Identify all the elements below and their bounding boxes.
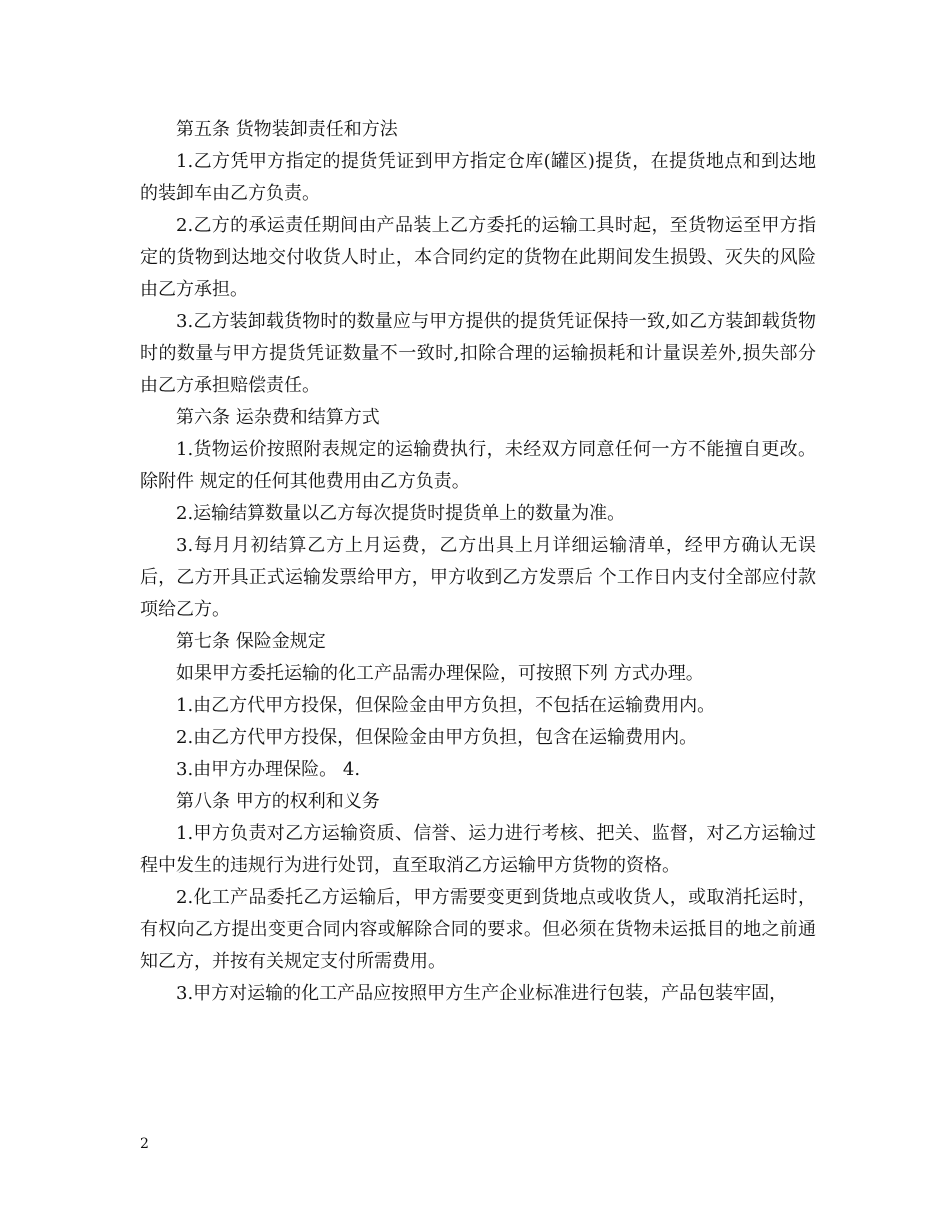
- article-7-intro: 如果甲方委托运输的化工产品需办理保险，可按照下列 方式办理。: [176, 663, 704, 684]
- article-8-clause-1: 1.甲方负责对乙方运输资质、信誉、运力进行考核、把关、监督，对乙方运输过程中发生的违规行为进行处罚，直至取消乙方运输甲方货物的资格。: [140, 823, 816, 876]
- article-7-option-3: 3.由甲方办理保险。 4.: [176, 759, 361, 780]
- page-number: 2: [140, 1136, 149, 1152]
- article-5-clause-1: 1.乙方凭甲方指定的提货凭证到甲方指定仓库(罐区)提货，在提货地点和到达地的装卸车由乙方负责。: [140, 151, 816, 204]
- article-5-clause-2: 2.乙方的承运责任期间由产品装上乙方委托的运输工具时起，至货物运至甲方指定的货物到达地交付收货人时止，本合同约定的货物在此期间发生损毁、灭失的风险由乙方承担。: [140, 215, 816, 300]
- article-6-clause-3: 3.每月月初结算乙方上月运费，乙方出具上月详细运输清单，经甲方确认无误后，乙方开具正式运输发票给甲方，甲方收到乙方发票后 个工作日内支付全部应付款项给乙方。: [140, 535, 816, 620]
- article-8-heading: 第八条 甲方的权利和义务: [176, 791, 380, 812]
- article-8-clause-3: 3.甲方对运输的化工产品应按照甲方生产企业标准进行包装，产品包装牢固，: [176, 983, 788, 1004]
- article-7-heading: 第七条 保险金规定: [176, 631, 326, 652]
- article-6-heading: 第六条 运杂费和结算方式: [176, 407, 380, 428]
- document-body: [140, 114, 816, 1010]
- article-8-clause-2: 2.化工产品委托乙方运输后，甲方需要变更到货地点或收货人，或取消托运时，有权向乙方提出变更合同内容或解除合同的要求。但必须在货物未运抵目的地之前通知乙方，并按有关规定支付所需费用。: [140, 887, 816, 972]
- article-6-clause-1: 1.货物运价按照附表规定的运输费执行，未经双方同意任何一方不能擅自更改。除附件 规定的任何其他费用由乙方负责。: [140, 439, 816, 492]
- article-5-heading: 第五条 货物装卸责任和方法: [176, 119, 398, 140]
- article-7-option-1: 1.由乙方代甲方投保，但保险金由甲方负担，不包括在运输费用内。: [176, 695, 716, 716]
- article-5-clause-3: 3.乙方装卸载货物时的数量应与甲方提供的提货凭证保持一致,如乙方装卸载货物时的数量与甲方提货凭证数量不一致时,扣除合理的运输损耗和计量误差外,损失部分由乙方承担赔偿责任。: [140, 311, 816, 396]
- article-7-option-2: 2.由乙方代甲方投保，但保险金由甲方负担，包含在运输费用内。: [176, 727, 698, 748]
- article-6-clause-2: 2.运输结算数量以乙方每次提货时提货单上的数量为准。: [176, 503, 626, 524]
